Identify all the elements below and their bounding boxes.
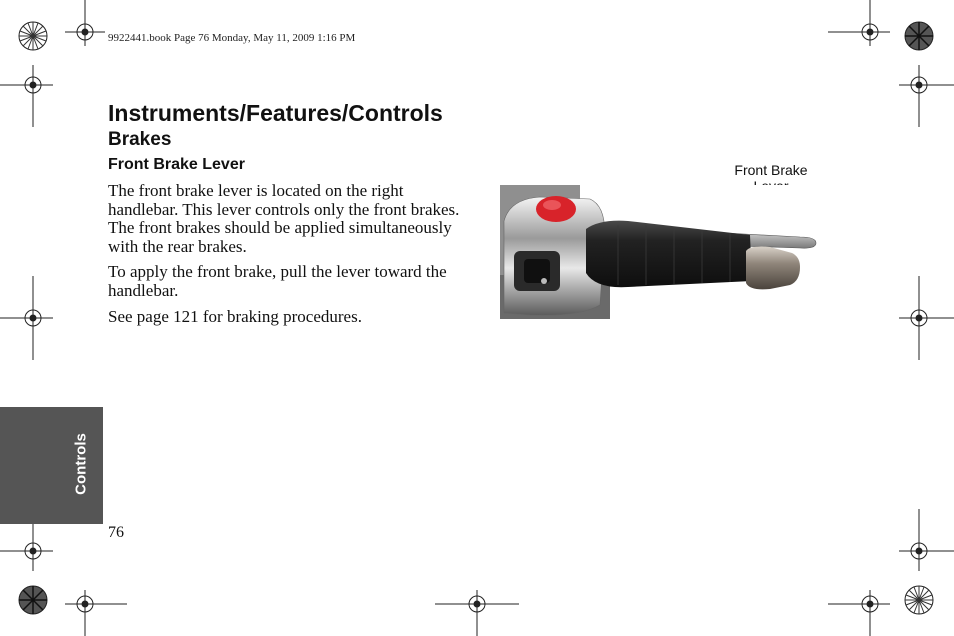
section-subtitle: Brakes — [108, 129, 172, 150]
book-info-header: 9922441.book Page 76 Monday, May 11, 2009 1:16 PM — [108, 32, 356, 44]
page-number: 76 — [108, 524, 124, 541]
handlebar-photo-icon — [500, 185, 828, 319]
body-paragraph: The front brake lever is located on the right handlebar. This lever controls only the front brakes. The front brakes should be applied simultaneously with the rear brakes. — [108, 181, 460, 256]
section-subheading: Front Brake Lever — [108, 156, 245, 173]
callout-line: Front Brake — [734, 162, 808, 178]
body-paragraph: To apply the front brake, pull the lever toward the handlebar. — [108, 262, 447, 300]
side-tab-label: Controls — [72, 433, 90, 495]
body-paragraph: See page 121 for braking procedures. — [108, 307, 362, 326]
page-title: Instruments/Features/Controls — [108, 100, 443, 126]
